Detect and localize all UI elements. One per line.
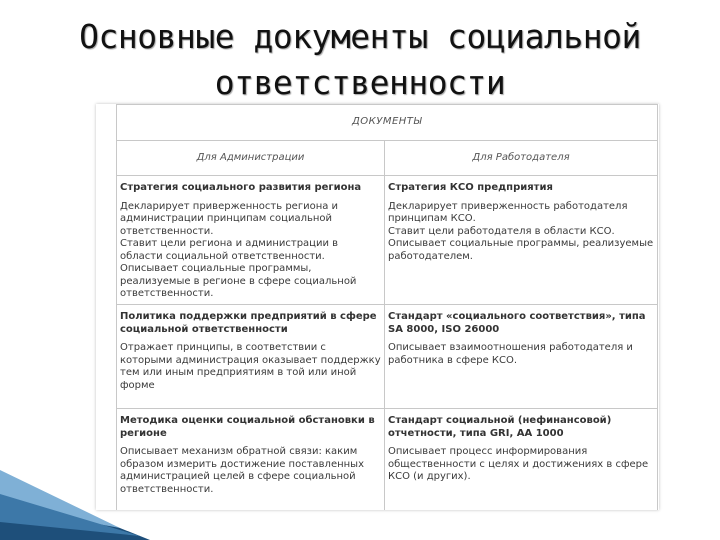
table-cell-employer [385,409,658,511]
table-row [117,305,658,409]
table-header: ДОКУМЕНТЫ [117,105,658,141]
section-title: Стратегия социального развития региона [120,182,362,193]
list-item: • Декларирует приверженность работодателя принципам КСО. [388,201,654,226]
section-title: Стратегия КСО предприятия [388,182,553,193]
bullet-list [388,342,654,367]
column-header-admin: Для Администрации [117,141,385,176]
document-table-image [96,104,659,510]
documents-table [116,104,658,510]
bullet-list [388,201,654,264]
slide-title-line-2: ответственности [214,63,506,102]
list-item: • Описывает социальные программы, реализуемые работодателем. [388,238,654,263]
table-cell-employer [385,305,658,409]
column-header-employer: Для Работодателя [385,141,658,176]
section-title: Методика оценки социальной обстановки в регионе [120,415,375,439]
table-row [117,409,658,511]
table-cell-admin [117,409,385,511]
list-item: • Отражает принципы, в соответствии с которыми администрация оказывает поддержку тем или иным предприятиям в той или иной форме [120,342,381,392]
bullet-list [120,201,381,301]
bullet-list [120,446,381,496]
section-title: Политика поддержки предприятий в сфере социальной ответственности [120,311,377,335]
list-item: • Описывает взаимоотношения работодателя и работника в сфере КСО. [388,342,654,367]
decorative-corner-swoosh [0,470,150,540]
table-cell-admin [117,305,385,409]
list-item: • Ставит цели работодателя в области КСО. [388,226,654,239]
list-item: • Описывает социальные программы, реализуемые в регионе в сфере социальной ответственности. [120,263,381,301]
table-row [117,176,658,305]
slide-title-line-1: Основные документы социальной [79,17,641,56]
list-item: • Описывает механизм обратной связи: каким образом измерить достижение поставленных администрацией целей в сфере социальной ответственности. [120,446,381,496]
list-item: • Ставит цели региона и администрации в области социальной ответственности. [120,238,381,263]
table-cell-admin [117,176,385,305]
table-cell-employer [385,176,658,305]
list-item: • Декларирует приверженность региона и администрации принципам социальной ответственности. [120,201,381,239]
slide-title [0,14,720,106]
bullet-list [388,446,654,484]
section-title: Стандарт «социального соответствия», типа SA 8000, ISO 26000 [388,311,646,335]
section-title: Стандарт социальной (нефинансовой) отчетности, типа GRI, AA 1000 [388,415,612,439]
bullet-list [120,342,381,392]
list-item: • Описывает процесс информирования общественности с целях и достижениях в сфере КСО (и других). [388,446,654,484]
